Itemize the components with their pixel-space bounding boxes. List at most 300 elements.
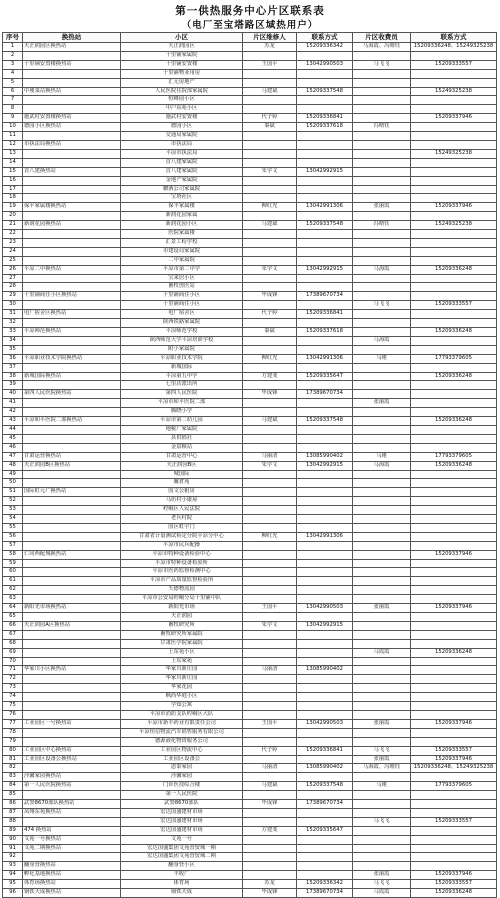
repair-person xyxy=(243,345,297,354)
collector-phone xyxy=(411,693,497,702)
community-name: 宏达国盛建材市场 xyxy=(121,817,243,826)
row-number: 68 xyxy=(3,639,23,648)
fee-collector xyxy=(353,363,411,372)
collector-phone xyxy=(411,256,497,265)
repair-phone xyxy=(297,363,353,372)
fee-collector: 马飞飞 xyxy=(353,817,411,826)
repair-person xyxy=(243,176,297,185)
row-number: 28 xyxy=(3,283,23,292)
community-name: 甘肃医学院家属院 xyxy=(121,639,243,648)
repair-phone xyxy=(297,443,353,452)
repair-person xyxy=(243,648,297,657)
table-row xyxy=(3,550,497,559)
station-name xyxy=(23,185,121,194)
row-number: 76 xyxy=(3,710,23,719)
row-number: 53 xyxy=(3,506,23,515)
station-name xyxy=(23,51,121,60)
fee-collector: 马霞霞 xyxy=(353,889,411,898)
repair-person xyxy=(243,132,297,141)
repair-person xyxy=(243,871,297,880)
station-name xyxy=(23,728,121,737)
collector-phone xyxy=(411,434,497,443)
row-number: 56 xyxy=(3,532,23,541)
repair-phone: 15209337548 xyxy=(297,221,353,230)
repair-person xyxy=(243,630,297,639)
table-row xyxy=(3,808,497,817)
repair-person xyxy=(243,702,297,711)
community-name: 金地产家属院 xyxy=(121,176,243,185)
community-name: 天正润园B区 xyxy=(121,461,243,470)
fee-collector xyxy=(353,621,411,630)
fee-collector xyxy=(353,443,411,452)
repair-person: 柳红光 xyxy=(243,203,297,212)
table-row xyxy=(3,238,497,247)
community-name: 宏达国盛建材市场 xyxy=(121,808,243,817)
fee-collector xyxy=(353,523,411,532)
fee-collector: 张丽霞 xyxy=(353,604,411,613)
repair-person xyxy=(243,256,297,265)
row-number: 44 xyxy=(3,425,23,434)
fee-collector xyxy=(353,158,411,167)
community-name: 甘肃运营中心 xyxy=(121,452,243,461)
station-name xyxy=(23,853,121,862)
station-name xyxy=(23,256,121,265)
repair-phone: 15209337548 xyxy=(297,417,353,426)
station-name xyxy=(23,194,121,203)
community-name: 畜牧研究所 xyxy=(121,621,243,630)
community-name: 宏达国盛建材市场 xyxy=(121,826,243,835)
collector-phone: 15249325238 xyxy=(411,221,497,230)
table-row xyxy=(3,880,497,889)
repair-person xyxy=(243,515,297,524)
repair-phone xyxy=(297,710,353,719)
collector-phone xyxy=(411,140,497,149)
station-name: 第四人民医院换热站 xyxy=(23,390,121,399)
fee-collector xyxy=(353,541,411,550)
repair-person xyxy=(243,78,297,87)
row-number: 30 xyxy=(3,301,23,310)
repair-person: 朱学文 xyxy=(243,265,297,274)
fee-collector xyxy=(353,390,411,399)
repair-phone xyxy=(297,185,353,194)
repair-phone xyxy=(297,506,353,515)
row-number: 61 xyxy=(3,577,23,586)
repair-phone xyxy=(297,693,353,702)
collector-phone xyxy=(411,737,497,746)
repair-phone: 15209337618 xyxy=(297,123,353,132)
fee-collector: 张丽霞 xyxy=(353,203,411,212)
row-number: 72 xyxy=(3,675,23,684)
collector-phone xyxy=(411,532,497,541)
community-name: 文苑一号 xyxy=(121,835,243,844)
repair-phone: 13042991306 xyxy=(297,354,353,363)
station-name xyxy=(23,336,121,345)
fee-collector xyxy=(353,577,411,586)
collector-phone xyxy=(411,399,497,408)
header-station: 换热站 xyxy=(23,33,121,43)
repair-person: 马建斌 xyxy=(243,87,297,96)
community-name: 平凉市新丰药业有限责任公司 xyxy=(121,719,243,728)
row-number: 93 xyxy=(3,862,23,871)
station-name: 平凉和平医院二部换热站 xyxy=(23,417,121,426)
station-name xyxy=(23,443,121,452)
repair-phone: 15209335647 xyxy=(297,826,353,835)
repair-phone xyxy=(297,808,353,817)
table-row xyxy=(3,613,497,622)
table-row xyxy=(3,728,497,737)
station-name: 电厂宿舍区换热站 xyxy=(23,310,121,319)
repair-person xyxy=(243,586,297,595)
repair-person xyxy=(243,550,297,559)
community-name: 华家川新庄园 xyxy=(121,666,243,675)
collector-phone xyxy=(411,541,497,550)
collector-phone: 15209336248 xyxy=(411,372,497,381)
fee-collector xyxy=(353,256,411,265)
repair-phone xyxy=(297,817,353,826)
table-row xyxy=(3,123,497,132)
repair-person xyxy=(243,434,297,443)
table-row xyxy=(3,319,497,328)
station-name: 翻身营换热站 xyxy=(23,862,121,871)
repair-person: 毕成锋 xyxy=(243,292,297,301)
row-number: 88 xyxy=(3,817,23,826)
station-name: 文苑二期换热站 xyxy=(23,844,121,853)
repair-phone: 17389670734 xyxy=(297,292,353,301)
repair-phone xyxy=(297,613,353,622)
table-row xyxy=(3,443,497,452)
header-collector-phone: 联系方式 xyxy=(411,33,497,43)
fee-collector: 马飞飞 xyxy=(353,60,411,69)
repair-person xyxy=(243,425,297,434)
collector-phone: 15209336248 xyxy=(411,417,497,426)
table-row xyxy=(3,835,497,844)
repair-phone xyxy=(297,559,353,568)
community-name: 市建设局家属院 xyxy=(121,247,243,256)
table-row xyxy=(3,221,497,230)
repair-person xyxy=(243,595,297,604)
repair-phone: 15209336841 xyxy=(297,310,353,319)
row-number: 89 xyxy=(3,826,23,835)
community-name: 老兵村院 xyxy=(121,515,243,524)
row-number: 49 xyxy=(3,470,23,479)
collector-phone: 15209336248、15249325238 xyxy=(411,764,497,773)
fee-collector xyxy=(353,238,411,247)
row-number: 51 xyxy=(3,488,23,497)
community-name: 医院家属楼 xyxy=(121,230,243,239)
community-name: 恒峰园小区 xyxy=(121,96,243,105)
row-number: 69 xyxy=(3,648,23,657)
repair-phone xyxy=(297,568,353,577)
table-row xyxy=(3,470,497,479)
row-number: 5 xyxy=(3,78,23,87)
repair-phone xyxy=(297,844,353,853)
station-name: 工业园区中心换热站 xyxy=(23,746,121,755)
repair-phone xyxy=(297,523,353,532)
station-name xyxy=(23,132,121,141)
repair-person: 马建斌 xyxy=(243,417,297,426)
repair-phone xyxy=(297,586,353,595)
station-name xyxy=(23,238,121,247)
community-name: 馨倉苑 xyxy=(121,479,243,488)
document-subtitle: （电厂至宝塔路区域热用户） xyxy=(181,20,319,31)
table-row xyxy=(3,194,497,203)
repair-phone: 13042992915 xyxy=(297,461,353,470)
repair-person xyxy=(243,737,297,746)
repair-phone xyxy=(297,194,353,203)
station-name xyxy=(23,684,121,693)
community-name: 陕西师范大学平凉培训学校 xyxy=(121,336,243,345)
community-name: 第四人民医院 xyxy=(121,390,243,399)
community-name: 保丰家属楼 xyxy=(121,203,243,212)
fee-collector: 冯晴钰 xyxy=(353,123,411,132)
collector-phone xyxy=(411,425,497,434)
repair-person xyxy=(243,808,297,817)
collector-phone xyxy=(411,185,497,194)
repair-person: 王国平 xyxy=(243,719,297,728)
station-name xyxy=(23,247,121,256)
repair-phone xyxy=(297,871,353,880)
station-name xyxy=(23,149,121,158)
row-number: 91 xyxy=(3,844,23,853)
table-header-row xyxy=(3,33,497,43)
repair-phone xyxy=(297,862,353,871)
row-number: 9 xyxy=(3,114,23,123)
collector-phone xyxy=(411,158,497,167)
station-name: 新润花园换热站 xyxy=(23,221,121,230)
repair-person xyxy=(243,577,297,586)
repair-phone xyxy=(297,212,353,221)
collector-phone xyxy=(411,132,497,141)
repair-person xyxy=(243,791,297,800)
repair-phone xyxy=(297,336,353,345)
station-name: 天正润园B区换热站 xyxy=(23,461,121,470)
fee-collector xyxy=(353,194,411,203)
row-number: 32 xyxy=(3,319,23,328)
community-name: 十里铺物业用房 xyxy=(121,69,243,78)
repair-phone: 17389670734 xyxy=(297,889,353,898)
row-number: 26 xyxy=(3,265,23,274)
repair-person: 朱学文 xyxy=(243,167,297,176)
table-row xyxy=(3,417,497,426)
repair-phone xyxy=(297,176,353,185)
fee-collector xyxy=(353,559,411,568)
repair-person xyxy=(243,212,297,221)
table-row xyxy=(3,889,497,898)
fee-collector xyxy=(353,78,411,87)
repair-phone: 15209335647 xyxy=(297,372,353,381)
repair-person xyxy=(243,693,297,702)
repair-person: 代子婷 xyxy=(243,746,297,755)
repair-person: 王国平 xyxy=(243,60,297,69)
table-row xyxy=(3,283,497,292)
row-number: 92 xyxy=(3,853,23,862)
collector-phone xyxy=(411,675,497,684)
collector-phone: 15249325238 xyxy=(411,87,497,96)
community-name: 上东苑小区 xyxy=(121,648,243,657)
collector-phone: 15209337946 xyxy=(411,871,497,880)
station-name xyxy=(23,523,121,532)
fee-collector xyxy=(353,497,411,506)
fee-collector xyxy=(353,69,411,78)
repair-person xyxy=(243,408,297,417)
contact-table xyxy=(2,32,497,898)
repair-phone xyxy=(297,755,353,764)
table-row xyxy=(3,132,497,141)
header-no: 序号 xyxy=(3,33,23,43)
repair-phone xyxy=(297,301,353,310)
repair-person xyxy=(243,613,297,622)
community-name: 天正润园 xyxy=(121,613,243,622)
repair-phone: 13042990503 xyxy=(297,604,353,613)
row-number: 10 xyxy=(3,123,23,132)
community-name: 平凉市公安局崆峒分局十里铺中队 xyxy=(121,595,243,604)
row-number: 12 xyxy=(3,140,23,149)
repair-person xyxy=(243,69,297,78)
station-name xyxy=(23,274,121,283)
collector-phone xyxy=(411,69,497,78)
table-row xyxy=(3,844,497,853)
table-row xyxy=(3,140,497,149)
repair-person xyxy=(243,559,297,568)
fee-collector xyxy=(353,51,411,60)
fee-collector xyxy=(353,87,411,96)
station-name xyxy=(23,425,121,434)
repair-phone xyxy=(297,434,353,443)
row-number: 27 xyxy=(3,274,23,283)
repair-person xyxy=(243,523,297,532)
collector-phone: 15209337946 xyxy=(411,550,497,559)
table-row xyxy=(3,515,497,524)
collector-phone xyxy=(411,274,497,283)
community-name: 平凉第五中学 xyxy=(121,372,243,381)
repair-person xyxy=(243,230,297,239)
station-name xyxy=(23,639,121,648)
header-community: 小区 xyxy=(121,33,243,43)
fee-collector xyxy=(353,176,411,185)
repair-phone: 13085990402 xyxy=(297,764,353,773)
collector-phone: 15209337946 xyxy=(411,203,497,212)
row-number: 90 xyxy=(3,835,23,844)
table-row xyxy=(3,158,497,167)
table-row xyxy=(3,372,497,381)
community-name: 平凉市和平医院二部 xyxy=(121,399,243,408)
fee-collector xyxy=(353,515,411,524)
collector-phone: 15209337946 xyxy=(411,755,497,764)
row-number: 86 xyxy=(3,800,23,809)
community-name: 汇元房地产 xyxy=(121,78,243,87)
repair-person: 苏龙 xyxy=(243,880,297,889)
community-name: 马坊村小康屋 xyxy=(121,497,243,506)
collector-phone xyxy=(411,595,497,604)
collector-phone xyxy=(411,773,497,782)
table-row xyxy=(3,577,497,586)
community-name: 城国际 xyxy=(121,470,243,479)
community-name: 甘肃省计量测试检定分院平凉分中心 xyxy=(121,532,243,541)
repair-person xyxy=(243,470,297,479)
community-name: 平凉市特种设备检验所 xyxy=(121,559,243,568)
table-row xyxy=(3,212,497,221)
community-name: 崆峒区人民法院 xyxy=(121,506,243,515)
collector-phone xyxy=(411,808,497,817)
station-name xyxy=(23,702,121,711)
station-name xyxy=(23,69,121,78)
repair-phone xyxy=(297,283,353,292)
collector-phone xyxy=(411,283,497,292)
collector-phone xyxy=(411,853,497,862)
table-row xyxy=(3,755,497,764)
community-name: 首八建家属院 xyxy=(121,158,243,167)
station-name xyxy=(23,817,121,826)
repair-phone xyxy=(297,319,353,328)
repair-person xyxy=(243,158,297,167)
repair-phone xyxy=(297,399,353,408)
station-name: 武警8670部队换热站 xyxy=(23,800,121,809)
fee-collector xyxy=(353,728,411,737)
repair-phone xyxy=(297,541,353,550)
repair-person: 秦斌 xyxy=(243,123,297,132)
repair-phone xyxy=(297,675,353,684)
row-number: 94 xyxy=(3,871,23,880)
station-name xyxy=(23,577,121,586)
collector-phone xyxy=(411,212,497,221)
repair-person xyxy=(243,51,297,60)
table-row xyxy=(3,541,497,550)
collector-phone xyxy=(411,123,497,132)
community-name: 七里店派出所 xyxy=(121,381,243,390)
collector-phone: 17793379605 xyxy=(411,354,497,363)
table-row xyxy=(3,301,497,310)
row-number: 50 xyxy=(3,479,23,488)
repair-person xyxy=(243,710,297,719)
row-number: 14 xyxy=(3,158,23,167)
row-number: 64 xyxy=(3,604,23,613)
repair-phone xyxy=(297,381,353,390)
table-row xyxy=(3,630,497,639)
repair-person: 方建斐 xyxy=(243,826,297,835)
repair-phone xyxy=(297,69,353,78)
table-row xyxy=(3,114,497,123)
row-number: 55 xyxy=(3,523,23,532)
community-name: 上东家苑 xyxy=(121,657,243,666)
collector-phone xyxy=(411,470,497,479)
station-name xyxy=(23,657,121,666)
repair-phone xyxy=(297,256,353,265)
row-number: 73 xyxy=(3,684,23,693)
repair-person xyxy=(243,755,297,764)
collector-phone xyxy=(411,862,497,871)
fee-collector xyxy=(353,417,411,426)
row-number: 4 xyxy=(3,69,23,78)
repair-person: 朱学文 xyxy=(243,621,297,630)
collector-phone xyxy=(411,559,497,568)
table-row xyxy=(3,363,497,372)
repair-person xyxy=(243,319,297,328)
repair-person xyxy=(243,684,297,693)
fee-collector xyxy=(353,479,411,488)
fee-collector: 马海霞 xyxy=(353,265,411,274)
collector-phone xyxy=(411,568,497,577)
row-number: 62 xyxy=(3,586,23,595)
station-name: 十里铺商住小区换热站 xyxy=(23,292,121,301)
row-number: 39 xyxy=(3,381,23,390)
repair-person xyxy=(243,247,297,256)
fee-collector xyxy=(353,310,411,319)
table-row xyxy=(3,497,497,506)
fee-collector xyxy=(353,702,411,711)
table-row xyxy=(3,532,497,541)
table-row xyxy=(3,87,497,96)
community-name: 枫尚华庭小区 xyxy=(121,693,243,702)
